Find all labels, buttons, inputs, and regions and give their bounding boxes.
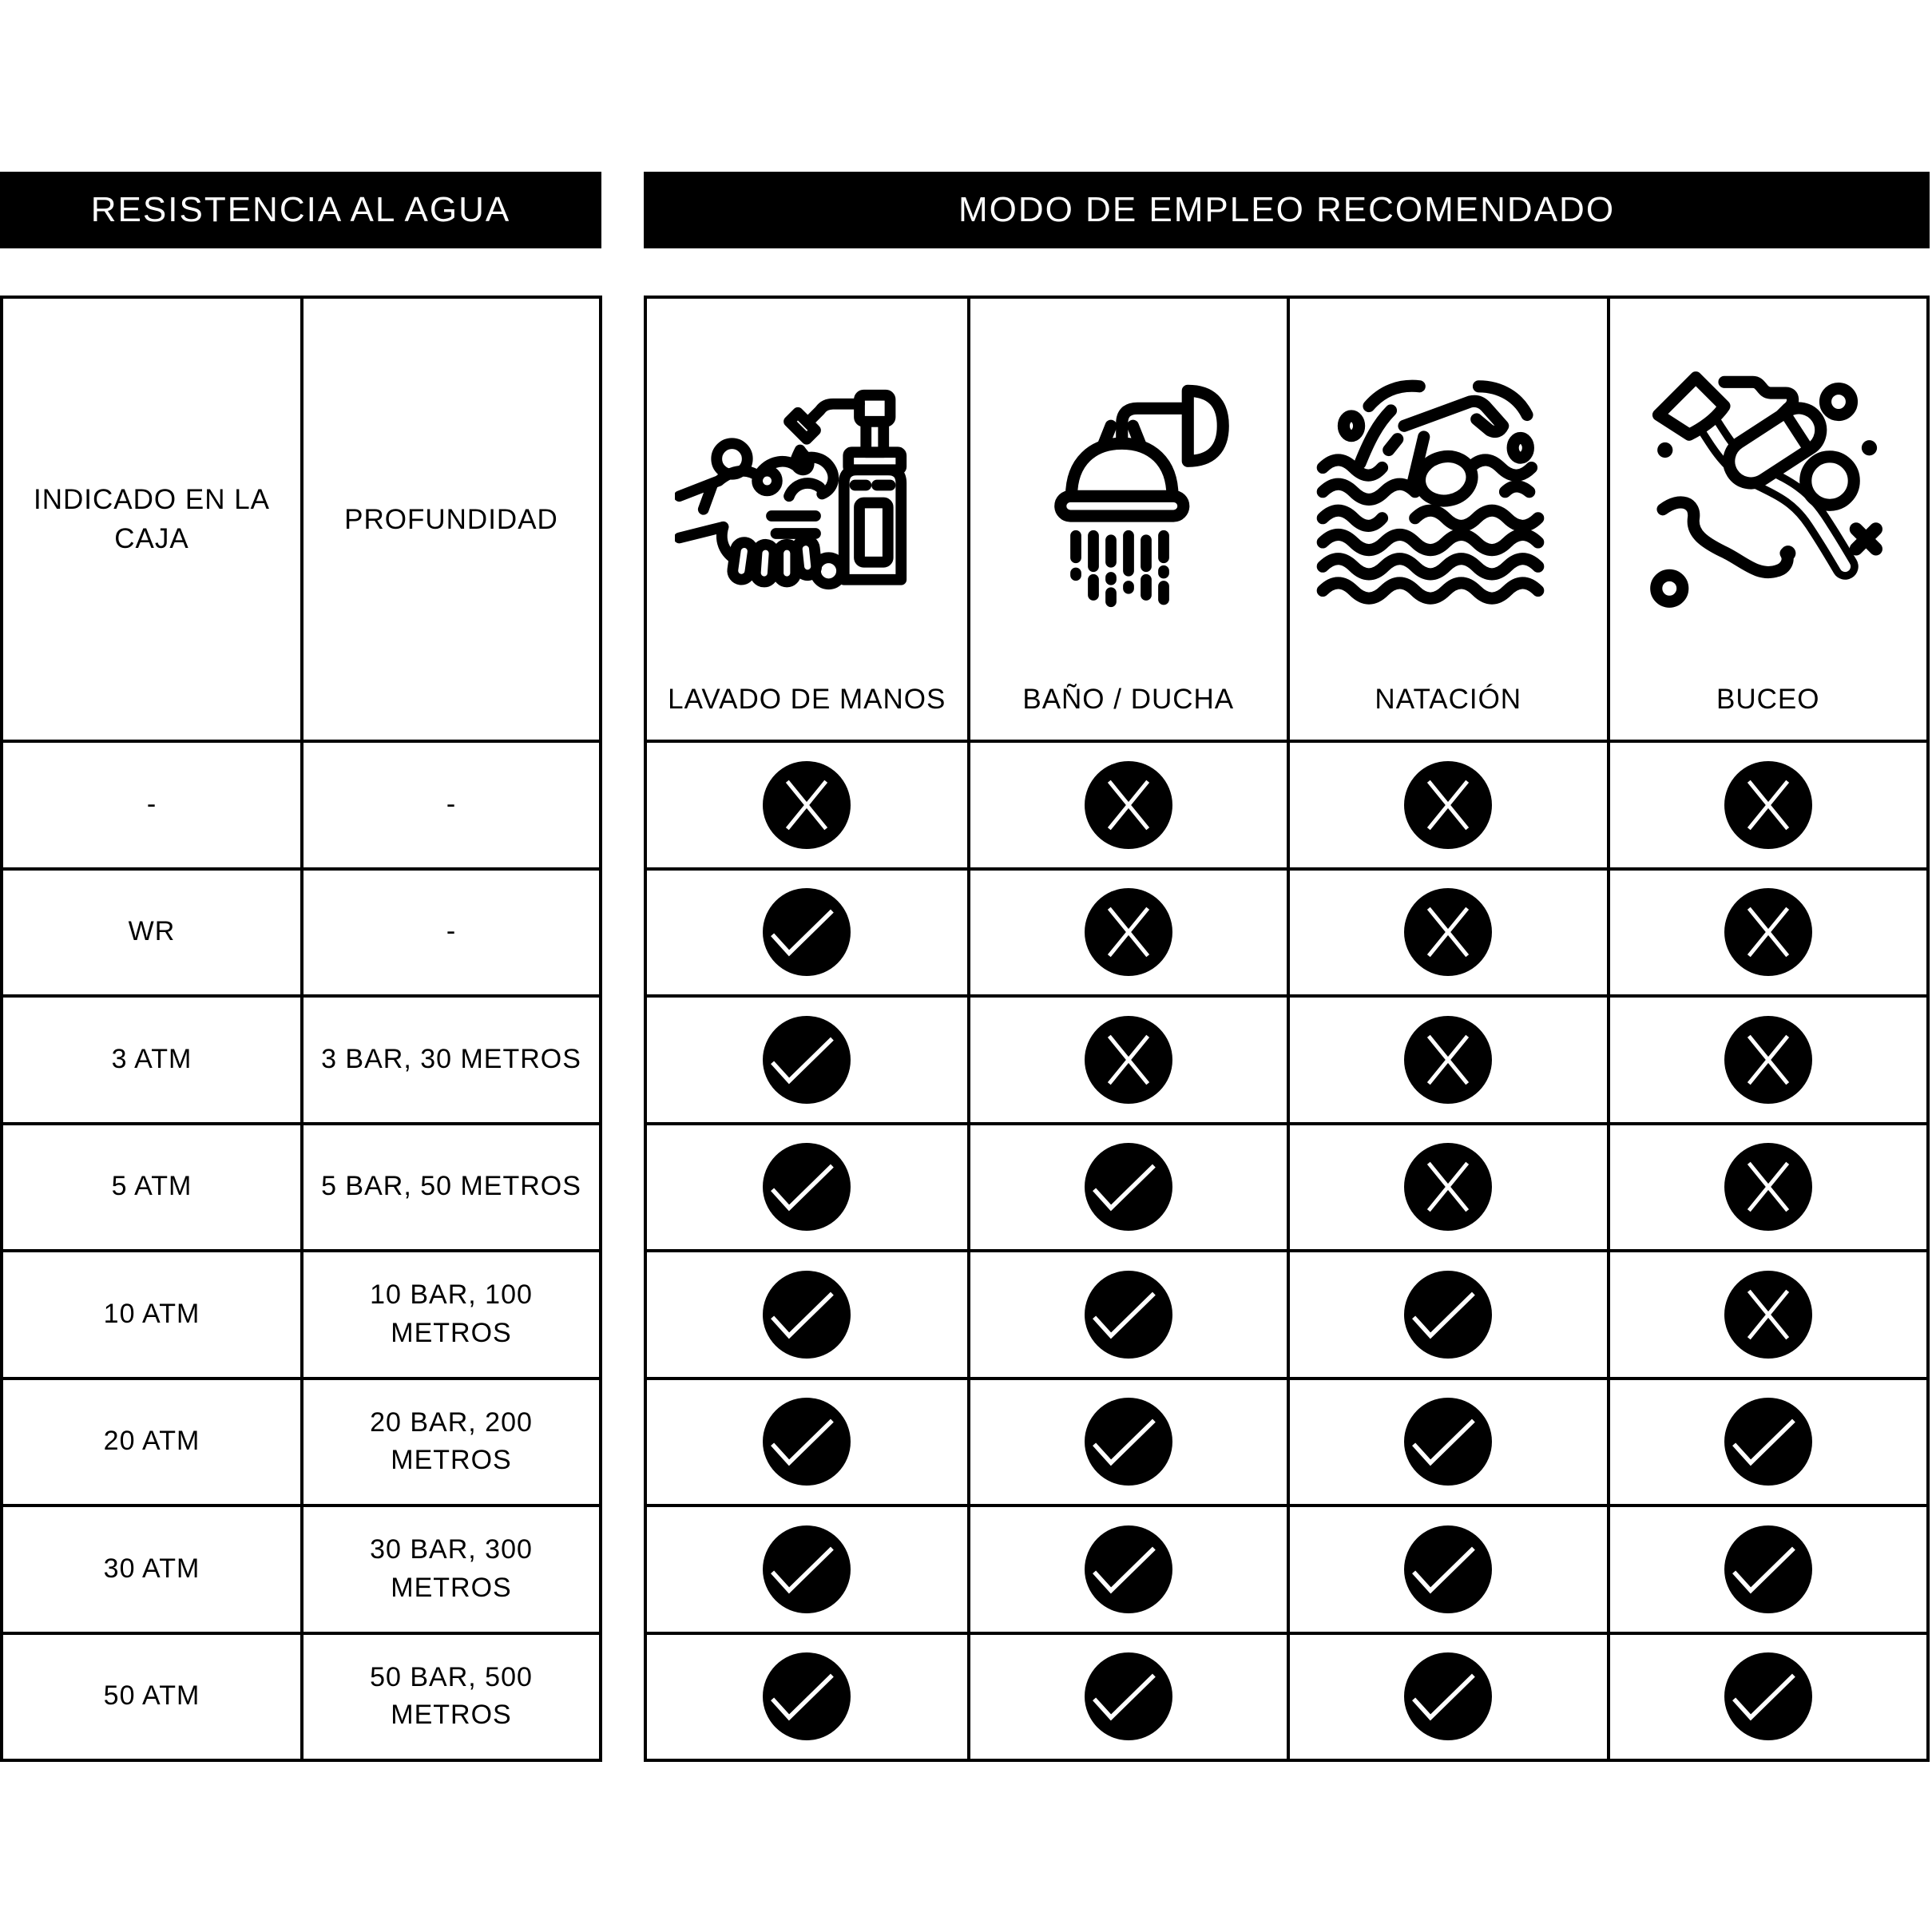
rating-cell: - xyxy=(3,740,300,867)
check-mark xyxy=(1085,1271,1172,1359)
mark-cell xyxy=(967,1122,1287,1250)
rating-cell: 30 ATM xyxy=(3,1504,300,1632)
mark-cell xyxy=(1287,1249,1607,1377)
cross-mark xyxy=(1085,761,1172,849)
mark-cell xyxy=(967,740,1287,867)
mark-cell xyxy=(1607,740,1927,867)
mark-cell xyxy=(967,1632,1287,1759)
mark-cell xyxy=(1607,867,1927,995)
mark-cell xyxy=(1607,1249,1927,1377)
check-mark xyxy=(763,1398,851,1486)
column-header-profundidad: PROFUNDIDAD xyxy=(300,299,599,740)
check-mark xyxy=(763,1016,851,1104)
rating-cell: 10 ATM xyxy=(3,1249,300,1377)
mark-cell xyxy=(1287,1632,1607,1759)
mark-cell xyxy=(647,1504,967,1632)
depth-cell: - xyxy=(300,740,599,867)
check-mark xyxy=(763,1143,851,1231)
mark-cell xyxy=(1287,994,1607,1122)
rating-cell: 5 ATM xyxy=(3,1122,300,1250)
depth-cell: 30 BAR, 300 METROS xyxy=(300,1504,599,1632)
check-mark xyxy=(1085,1652,1172,1740)
cross-mark xyxy=(1724,1271,1812,1359)
swimming-icon xyxy=(1295,299,1602,680)
mark-cell xyxy=(1607,1122,1927,1250)
mark-cell xyxy=(647,867,967,995)
mark-cell xyxy=(967,1249,1287,1377)
mark-cell xyxy=(1607,1504,1927,1632)
mark-cell xyxy=(647,740,967,867)
cross-mark xyxy=(1404,888,1492,976)
rating-cell: 20 ATM xyxy=(3,1377,300,1505)
left-section-header xyxy=(0,172,601,248)
check-mark xyxy=(1085,1525,1172,1613)
mark-cell xyxy=(1287,1504,1607,1632)
hand-washing-icon xyxy=(652,299,962,680)
cross-mark xyxy=(1724,1016,1812,1104)
mark-cell xyxy=(1607,994,1927,1122)
mark-cell xyxy=(1607,1632,1927,1759)
depth-cell: 5 BAR, 50 METROS xyxy=(300,1122,599,1250)
activity-column-header xyxy=(967,299,1287,740)
mark-cell xyxy=(967,867,1287,995)
mark-cell xyxy=(967,1504,1287,1632)
cross-mark xyxy=(1404,761,1492,849)
check-mark xyxy=(1724,1525,1812,1613)
water-resistance-table xyxy=(0,296,602,1762)
recommended-use-table xyxy=(644,296,1930,1762)
check-mark xyxy=(1404,1525,1492,1613)
check-mark xyxy=(763,888,851,976)
cross-mark xyxy=(1724,761,1812,849)
cross-mark xyxy=(1085,1016,1172,1104)
activity-label: NATACIÓN xyxy=(1375,684,1522,715)
mark-cell xyxy=(1287,740,1607,867)
depth-cell: 20 BAR, 200 METROS xyxy=(300,1377,599,1505)
mark-cell xyxy=(1607,1377,1927,1505)
cross-mark xyxy=(1404,1143,1492,1231)
mark-cell xyxy=(647,994,967,1122)
activity-label: BUCEO xyxy=(1716,684,1820,715)
mark-cell xyxy=(1287,1122,1607,1250)
mark-cell xyxy=(647,1632,967,1759)
check-mark xyxy=(1724,1652,1812,1740)
mark-cell xyxy=(647,1249,967,1377)
depth-cell: - xyxy=(300,867,599,995)
cross-mark xyxy=(1404,1016,1492,1104)
check-mark xyxy=(1404,1271,1492,1359)
activity-label: BAÑO / DUCHA xyxy=(1022,684,1235,715)
check-mark xyxy=(763,1652,851,1740)
rating-cell: 3 ATM xyxy=(3,994,300,1122)
activity-label: LAVADO DE MANOS xyxy=(668,684,946,715)
right-section-header xyxy=(644,172,1930,248)
check-mark xyxy=(1724,1398,1812,1486)
column-header-caja: INDICADO EN LA CAJA xyxy=(34,484,270,554)
activity-column-header xyxy=(1607,299,1927,740)
depth-cell: 50 BAR, 500 METROS xyxy=(300,1632,599,1759)
mark-cell xyxy=(1287,1377,1607,1505)
mark-cell xyxy=(1287,867,1607,995)
right-section-title: MODO DE EMPLEO RECOMENDADO xyxy=(958,190,1616,229)
check-mark xyxy=(1404,1652,1492,1740)
scuba-diver-icon xyxy=(1615,299,1922,680)
activity-column-header xyxy=(1287,299,1607,740)
mark-cell xyxy=(647,1122,967,1250)
rating-cell: WR xyxy=(3,867,300,995)
shower-icon xyxy=(975,299,1283,680)
cross-mark xyxy=(1724,888,1812,976)
depth-cell: 3 BAR, 30 METROS xyxy=(300,994,599,1122)
activity-column-header xyxy=(647,299,967,740)
cross-mark xyxy=(1085,888,1172,976)
mark-cell xyxy=(967,1377,1287,1505)
cross-mark xyxy=(763,761,851,849)
rating-cell: 50 ATM xyxy=(3,1632,300,1759)
cross-mark xyxy=(1724,1143,1812,1231)
check-mark xyxy=(763,1271,851,1359)
left-section-title: RESISTENCIA AL AGUA xyxy=(90,190,511,229)
mark-cell xyxy=(647,1377,967,1505)
mark-cell xyxy=(967,994,1287,1122)
check-mark xyxy=(763,1525,851,1613)
depth-cell: 10 BAR, 100 METROS xyxy=(300,1249,599,1377)
check-mark xyxy=(1404,1398,1492,1486)
check-mark xyxy=(1085,1143,1172,1231)
check-mark xyxy=(1085,1398,1172,1486)
